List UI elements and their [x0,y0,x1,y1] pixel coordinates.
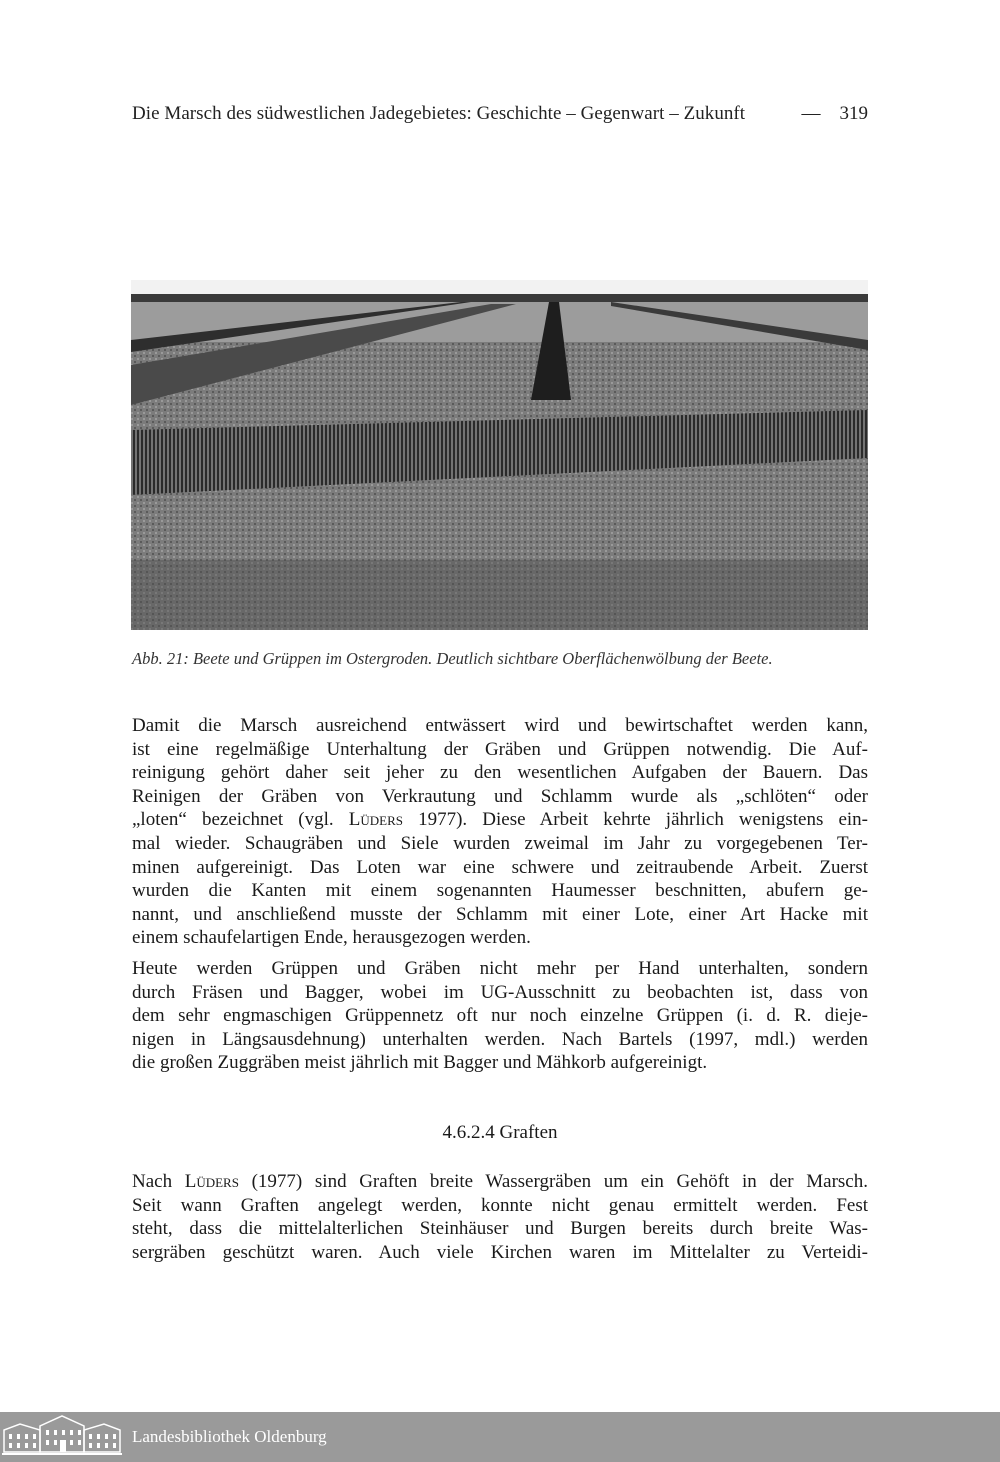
section-heading: 4.6.2.4 Graften [442,1122,558,1143]
library-name: Landesbibliothek Oldenburg [132,1427,327,1446]
paragraph-2 [132,957,868,1075]
figure-caption: Abb. 21: Beete und Grüppen im Ostergroden. Deutlich sichtbare Oberflächenwölbung der Beete. [132,649,773,668]
running-head [132,103,868,131]
text-line [132,1170,868,1194]
running-head-title: Die Marsch des südwestlichen Jadegebietes: Geschichte – Gegenwart – Zukunft [132,103,746,124]
text-line-part: (1977) sind Graften breite Wassergräben um ein Gehöft in der Marsch. [238,1171,868,1192]
text-line: Seit wann Graften angelegt werden, konnte nicht genau ermittelt werden. Fest [132,1194,868,1216]
text-line: ist eine regelmäßige Unterhaltung der Gräben und Grüppen notwendig. Die Auf- [132,738,868,760]
author-name: Lüders [184,1171,239,1192]
text-line: Damit die Marsch ausreichend entwässert wird und bewirtschaftet werden kann, [132,715,868,736]
text-line: minen aufgereinigt. Das Loten war eine schwere und zeitraubende Arbeit. Zuerst [132,856,868,878]
text-line: mal wieder. Schaugräben und Siele wurden zweimal im Jahr zu vorgegebenen Ter- [132,832,868,854]
text-line: sergräben geschützt waren. Auch viele Kirchen waren im Mittelalter zu Verteidi- [132,1241,868,1263]
paragraph-3 [132,1170,868,1264]
text-line: nigen in Längsausdehnung) unterhalten werden. Nach Bartels (1997, mdl.) werden [132,1028,868,1050]
marsh-photo [131,280,868,630]
library-building-icon [0,1412,124,1462]
marsh-photo-drawing [131,280,868,630]
paragraph-1 [132,714,868,950]
text-line: reinigung gehört daher seit jeher zu den wesentlichen Aufgaben der Bauern. Das [132,762,868,784]
page-number: 319 [839,103,868,124]
text-line: einem schaufelartigen Ende, herausgezogen werden. [132,927,531,949]
text-line: dem sehr engmaschigen Grüppennetz oft nur noch einzelne Grüppen (i. d. R. dieje- [132,1005,868,1027]
text-line: Heute werden Grüppen und Gräben nicht mehr per Hand unterhalten, sondern [132,958,868,979]
text-line: wurden die Kanten mit einem sogenannten Haumesser beschnitten, abufern ge- [132,880,868,902]
text-line-part: „loten“ bezeichnet (vgl. [132,809,349,831]
text-line-part: Nach [132,1171,185,1192]
running-head-dash: — [801,103,821,124]
author-name: Lüders [348,809,403,831]
text-line: die großen Zuggräben meist jährlich mit Bagger und Mähkorb aufgereinigt. [132,1052,708,1074]
text-line: steht, dass die mittelalterlichen Steinhäuser und Burgen bereits durch breite Was- [132,1218,868,1240]
text-line-part: 1977). Diese Arbeit kehrte jährlich wenigstens ein- [402,809,868,831]
text-line [132,808,868,832]
page-number-group [802,103,869,125]
text-line: nannt, und anschließend musste der Schlamm mit einer Lote, einer Art Hacke mit [132,903,868,925]
foreground-shadow [131,560,868,630]
text-line: Reinigen der Gräben von Verkrautung und Schlamm wurde als „schlöten“ oder [132,785,868,807]
footer-bar [0,1412,1000,1462]
text-line: durch Fräsen und Bagger, wobei im UG-Ausschnitt zu beobachten ist, dass von [132,981,868,1003]
